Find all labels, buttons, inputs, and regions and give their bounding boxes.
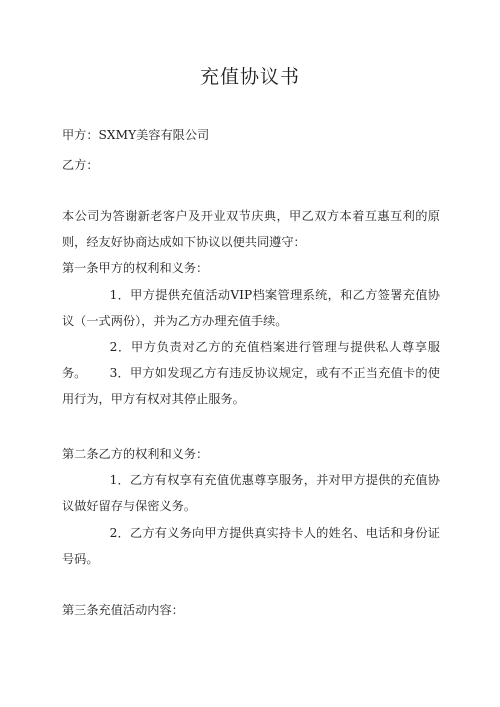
article-1-item-2: 2．甲方负责对乙方的充值档案进行管理与提供私人尊享服务。 [62, 340, 440, 380]
document-title: 充值协议书 [199, 66, 300, 88]
article-3-heading: 第三条充值活动内容： [62, 603, 184, 617]
article-1-heading: 第一条甲方的权利和义务： [62, 261, 209, 275]
article-2-item-2: 2．乙方有义务向甲方提供真实持卡人的姓名、电话和身份证号码。 [62, 526, 440, 566]
article-2-heading: 第二条乙方的权利和义务： [62, 447, 209, 461]
article-2-item-1: 1．乙方有权享有充值优惠尊享服务，并对甲方提供的充值协议做好留存与保密义务。 [62, 473, 440, 513]
article-1-item-3: 3．甲方如发现乙方有违反协议规定，或有不正当充值卡的使用行为，甲方有权对其停止服务。 [62, 366, 440, 406]
party-a-line: 甲方：SXMY美容有限公司 [62, 128, 210, 142]
intro-paragraph: 本公司为答谢新老客户及开业双节庆典，甲乙双方本着互惠互利的原则，经友好协商达成如下协议以便共同遵守： [62, 209, 440, 249]
article-1-item-1: 1．甲方提供充值活动VIP档案管理系统，和乙方签署充值协议（一式两份），并为乙方办理充值手续。 [62, 288, 440, 328]
party-b-line: 乙方： [62, 158, 99, 172]
